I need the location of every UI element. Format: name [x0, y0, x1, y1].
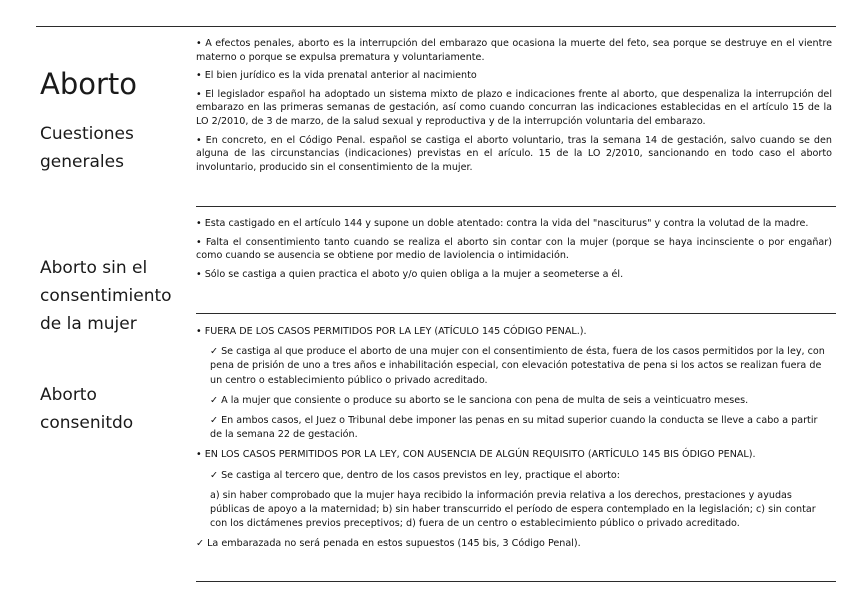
bullet-paragraph: • El bien jurídico es la vida prenatal anterior al nacimiento	[196, 70, 477, 82]
final-check-item: ✓ La embarazada no será penada en estos supuestos (145 bis, 3 Código Penal).	[196, 538, 581, 550]
bullet-paragraph: • A efectos penales, aborto es la interrupción del embarazo que ocasiona la muerte del feto, sea porque se destruye en el vientre materno o porque se expulsa prematura y voluntariamente.	[196, 38, 832, 63]
check-item: ✓ A la mujer que consiente o produce su aborto se le sanciona con pena de multa de seis a veinticuatro meses.	[210, 394, 749, 406]
divider-rule-1	[196, 206, 836, 207]
heading-line: de la mujer	[40, 314, 137, 334]
section-cuestiones-generales	[196, 37, 832, 179]
heading-line: consenitdo	[40, 413, 134, 433]
bullet-paragraph: • El legislador español ha adoptado un sistema mixto de plazo e indicaciones frente al aborto, que despenaliza la interrupción del embarazo en las primeras semanas de gestación, así como cuando concurran las indicaciones establecidas en el artículo 15 de la LO 2/2010, de 3 de marzo, de la salud sexual y reproductiva y de la interrupción voluntaria del embarazo.	[196, 88, 832, 127]
heading-line: Aborto	[40, 385, 97, 405]
bullet-paragraph: • Falta el consentimiento tanto cuando se realiza el aborto sin contar con la mujer (porque se haya incinsciente o por engañar) como cuando se ausencia se obtiene por medio de laviolencia o intimidación.	[196, 236, 832, 262]
section-aborto-consentido	[196, 325, 832, 558]
bullet-paragraph: • Esta castigado en el artículo 144 y supone un doble atentado: contra la vida del "nasciturus" y contra la volutad de la madre.	[196, 218, 809, 229]
divider-rule-2	[196, 313, 836, 314]
heading-cuestiones-generales	[40, 120, 134, 176]
heading-line: generales	[40, 152, 124, 172]
bullet-paragraph: • Sólo se castiga a quien practica el aboto y/o quien obliga a la mujer a seometerse a él.	[196, 268, 624, 280]
heading-line: consentimiento	[40, 286, 172, 306]
section-sin-consentimiento	[196, 217, 832, 286]
top-rule	[36, 26, 836, 27]
section-subheading: • EN LOS CASOS PERMITIDOS POR LA LEY, CON AUSENCIA DE ALGÚN REQUISITO (ARTÍCULO 145 BIS ÓDIGO PENAL).	[196, 449, 756, 461]
heading-sin-consentimiento	[40, 254, 172, 338]
check-item: ✓ Se castiga al tercero que, dentro de los casos previstos en ley, practique el aborto:	[210, 469, 621, 481]
bottom-rule	[196, 581, 836, 582]
check-item: ✓ Se castiga al que produce el aborto de una mujer con el consentimiento de ésta, fuera de los casos permitidos por la ley, con pena de prisión de uno a tres años e inhabilitación especial, con elevación potestativa de pena si los actos se realizan fuera de un centro o establecimiento público o privado acreditado.	[210, 346, 825, 386]
check-item: ✓ En ambos casos, el Juez o Tribunal debe imponer las penas en su mitad superior cuando la conducta se lleve a cabo a partir de la semana 22 de gestación.	[210, 415, 818, 441]
bullet-paragraph: • En concreto, en el Código Penal. español se castiga el aborto voluntario, tras la semana 14 de gestación, salvo cuando se den alguna de las circunstancias (indicaciones) previstas en el arículo. 15 de la LO 2/2010, sancionando en todo caso el aborto involuntario, producido sin el consentimiento de la mujer.	[196, 134, 832, 173]
heading-aborto-consentido	[40, 381, 133, 437]
heading-aborto: Aborto	[40, 67, 138, 101]
conditions-paragraph: a) sin haber comprobado que la mujer haya recibido la información previa relativa a los derechos, prestaciones y ayudas públicas de apoyo a la maternidad; b) sin haber transcurrido el período de espera contemplado en la legislación; c) sin contar con los dictámenes previos preceptivos; d) fuera de un centro o establecimiento público o privado acreditado.	[210, 489, 816, 530]
heading-line: Cuestiones	[40, 124, 134, 144]
heading-line: Aborto sin el	[40, 258, 148, 278]
section-subheading: • FUERA DE LOS CASOS PERMITIDOS POR LA LEY (ATÍCULO 145 CÓDIGO PENAL.).	[196, 326, 587, 337]
